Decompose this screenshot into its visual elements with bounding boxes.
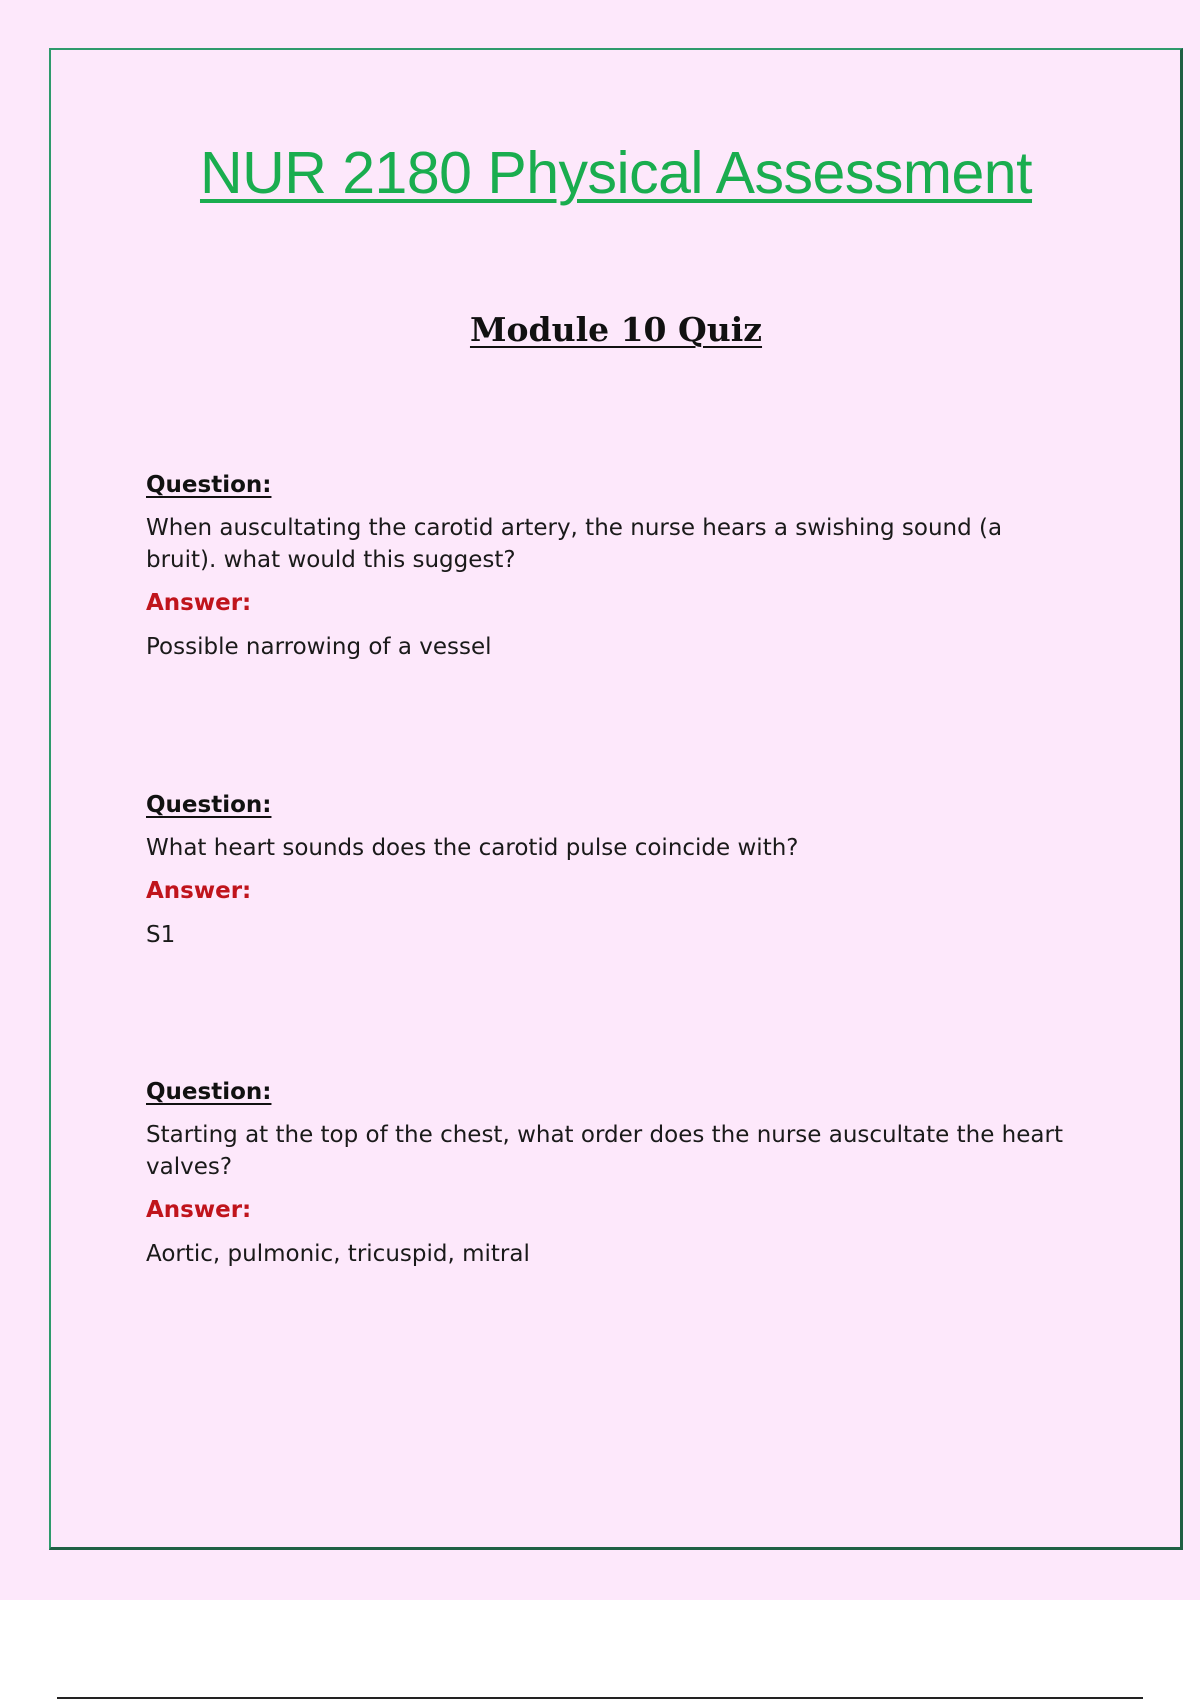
qa-item: [146, 1077, 1076, 1269]
quiz-subtitle: Module 10 Quiz: [469, 310, 763, 349]
answer-label: Answer:: [146, 1197, 252, 1223]
document-title: NUR 2180 Physical Assessment: [199, 140, 1033, 206]
question-label: Question:: [146, 472, 272, 498]
question-text: Starting at the top of the chest, what order does the nurse auscultate the heart valves?: [146, 1122, 1063, 1180]
question-text: What heart sounds does the carotid pulse coincide with?: [146, 835, 799, 861]
answer-label: Answer:: [146, 590, 252, 616]
qa-item: [146, 790, 1076, 950]
answer-text: Aortic, pulmonic, tricuspid, mitral: [146, 1241, 530, 1267]
qa-item: [146, 470, 1076, 662]
page-bottom-divider: [57, 1697, 1143, 1699]
answer-label: Answer:: [146, 878, 252, 904]
question-text: When auscultating the carotid artery, the nurse hears a swishing sound (a bruit). what would this suggest?: [146, 515, 1003, 573]
answer-text: Possible narrowing of a vessel: [146, 634, 492, 660]
question-label: Question:: [146, 792, 272, 818]
answer-text: S1: [146, 922, 176, 948]
question-label: Question:: [146, 1079, 272, 1105]
